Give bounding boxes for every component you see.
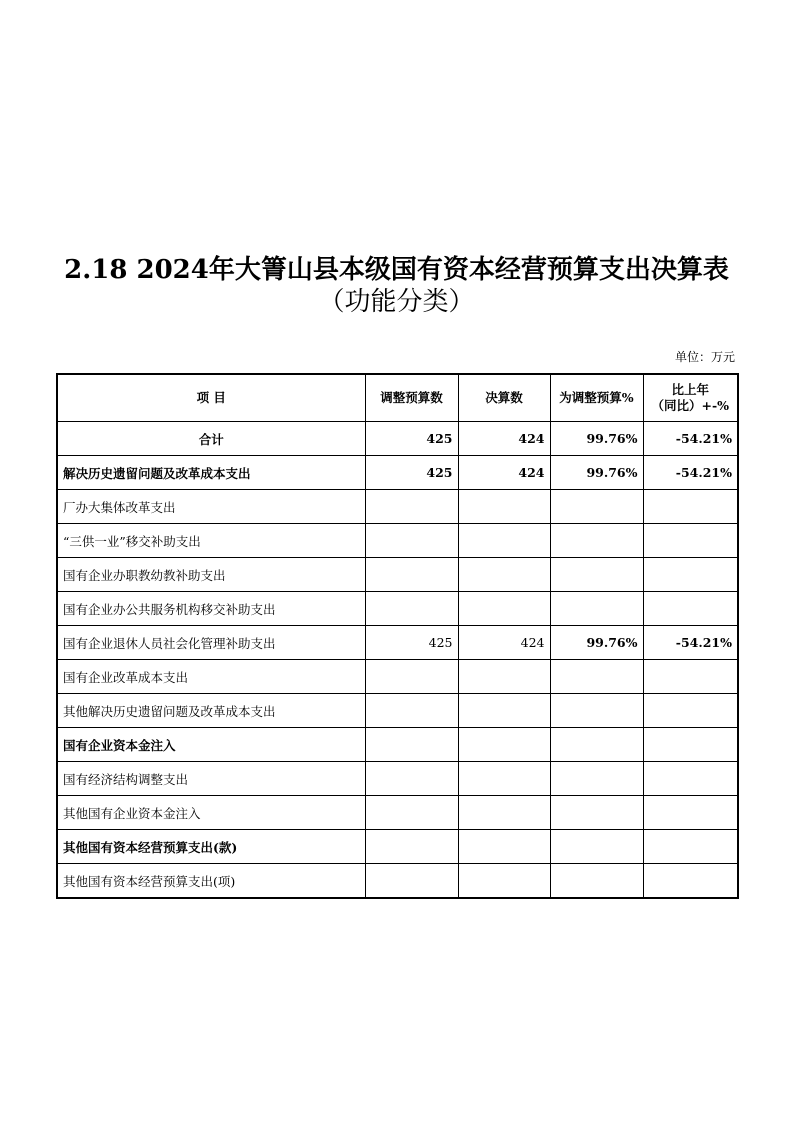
row-yoy	[643, 490, 738, 524]
row-yoy	[643, 524, 738, 558]
row-pct: 99.76%	[550, 626, 643, 660]
row-final-account	[458, 592, 550, 626]
row-pct	[550, 762, 643, 796]
table-row	[57, 660, 738, 694]
row-name: 国有企业办公共服务机构移交补助支出	[57, 592, 365, 626]
table-row	[57, 762, 738, 796]
row-pct	[550, 694, 643, 728]
row-name: 国有企业改革成本支出	[57, 660, 365, 694]
row-yoy	[643, 694, 738, 728]
row-pct	[550, 558, 643, 592]
row-final-account: 424	[458, 626, 550, 660]
table-row	[57, 490, 738, 524]
row-pct	[550, 524, 643, 558]
row-final-account	[458, 558, 550, 592]
row-final-account	[458, 490, 550, 524]
header-item: 项 目	[57, 374, 365, 422]
row-yoy: -54.21%	[643, 626, 738, 660]
row-pct	[550, 490, 643, 524]
row-final-account	[458, 864, 550, 899]
row-pct	[550, 830, 643, 864]
header-yoy-line2: （同比）+-%	[651, 398, 730, 413]
row-name: 国有企业办职教幼教补助支出	[57, 558, 365, 592]
row-adjusted-budget	[365, 558, 458, 592]
row-yoy	[643, 728, 738, 762]
row-name: 厂办大集体改革支出	[57, 490, 365, 524]
row-name: 其他解决历史遗留问题及改革成本支出	[57, 694, 365, 728]
row-final-account	[458, 830, 550, 864]
table-row	[57, 796, 738, 830]
header-adjusted-budget: 调整预算数	[365, 374, 458, 422]
row-pct	[550, 660, 643, 694]
row-adjusted-budget	[365, 592, 458, 626]
row-adjusted-budget	[365, 524, 458, 558]
header-yoy-line1: 比上年	[671, 382, 709, 397]
row-adjusted-budget	[365, 796, 458, 830]
table-row	[57, 626, 738, 660]
row-yoy	[643, 660, 738, 694]
row-pct: 99.76%	[550, 456, 643, 490]
row-adjusted-budget: 425	[365, 422, 458, 456]
row-final-account	[458, 524, 550, 558]
budget-table	[56, 373, 739, 899]
row-adjusted-budget	[365, 864, 458, 899]
table-row	[57, 830, 738, 864]
row-final-account: 424	[458, 422, 550, 456]
page-title: 2.18 2024年大箐山县本级国有资本经营预算支出决算表	[64, 255, 729, 285]
page-subtitle: （功能分类）	[318, 287, 475, 317]
row-final-account: 424	[458, 456, 550, 490]
row-pct	[550, 864, 643, 899]
row-final-account	[458, 694, 550, 728]
row-yoy	[643, 796, 738, 830]
table-row	[57, 694, 738, 728]
row-adjusted-budget: 425	[365, 456, 458, 490]
row-yoy	[643, 592, 738, 626]
table-row	[57, 864, 738, 899]
table-row-total	[57, 422, 738, 456]
row-pct	[550, 728, 643, 762]
row-name: 解决历史遗留问题及改革成本支出	[57, 456, 365, 490]
header-pct-of-adjusted: 为调整预算%	[550, 374, 643, 422]
row-adjusted-budget	[365, 694, 458, 728]
row-adjusted-budget	[365, 830, 458, 864]
row-name: 合计	[57, 422, 365, 456]
row-yoy	[643, 830, 738, 864]
row-name: 其他国有企业资本金注入	[57, 796, 365, 830]
table-row	[57, 524, 738, 558]
row-pct: 99.76%	[550, 422, 643, 456]
table-row	[57, 592, 738, 626]
row-final-account	[458, 762, 550, 796]
table-row	[57, 558, 738, 592]
row-final-account	[458, 728, 550, 762]
row-name: 其他国有资本经营预算支出(款)	[57, 830, 365, 864]
row-yoy: -54.21%	[643, 422, 738, 456]
header-yoy	[643, 374, 738, 422]
table-header-row	[57, 374, 738, 422]
row-name: 国有经济结构调整支出	[57, 762, 365, 796]
row-adjusted-budget: 425	[365, 626, 458, 660]
row-yoy	[643, 864, 738, 899]
row-yoy: -54.21%	[643, 456, 738, 490]
row-pct	[550, 796, 643, 830]
row-pct	[550, 592, 643, 626]
row-yoy	[643, 762, 738, 796]
header-final-account: 决算数	[458, 374, 550, 422]
row-name: “三供一业”移交补助支出	[57, 524, 365, 558]
table-row	[57, 728, 738, 762]
row-name: 其他国有资本经营预算支出(项)	[57, 864, 365, 899]
row-adjusted-budget	[365, 762, 458, 796]
row-adjusted-budget	[365, 660, 458, 694]
row-final-account	[458, 660, 550, 694]
row-final-account	[458, 796, 550, 830]
row-adjusted-budget	[365, 728, 458, 762]
row-name: 国有企业退休人员社会化管理补助支出	[57, 626, 365, 660]
unit-label: 单位：万元	[674, 350, 735, 364]
row-yoy	[643, 558, 738, 592]
row-name: 国有企业资本金注入	[57, 728, 365, 762]
row-adjusted-budget	[365, 490, 458, 524]
table-row	[57, 456, 738, 490]
